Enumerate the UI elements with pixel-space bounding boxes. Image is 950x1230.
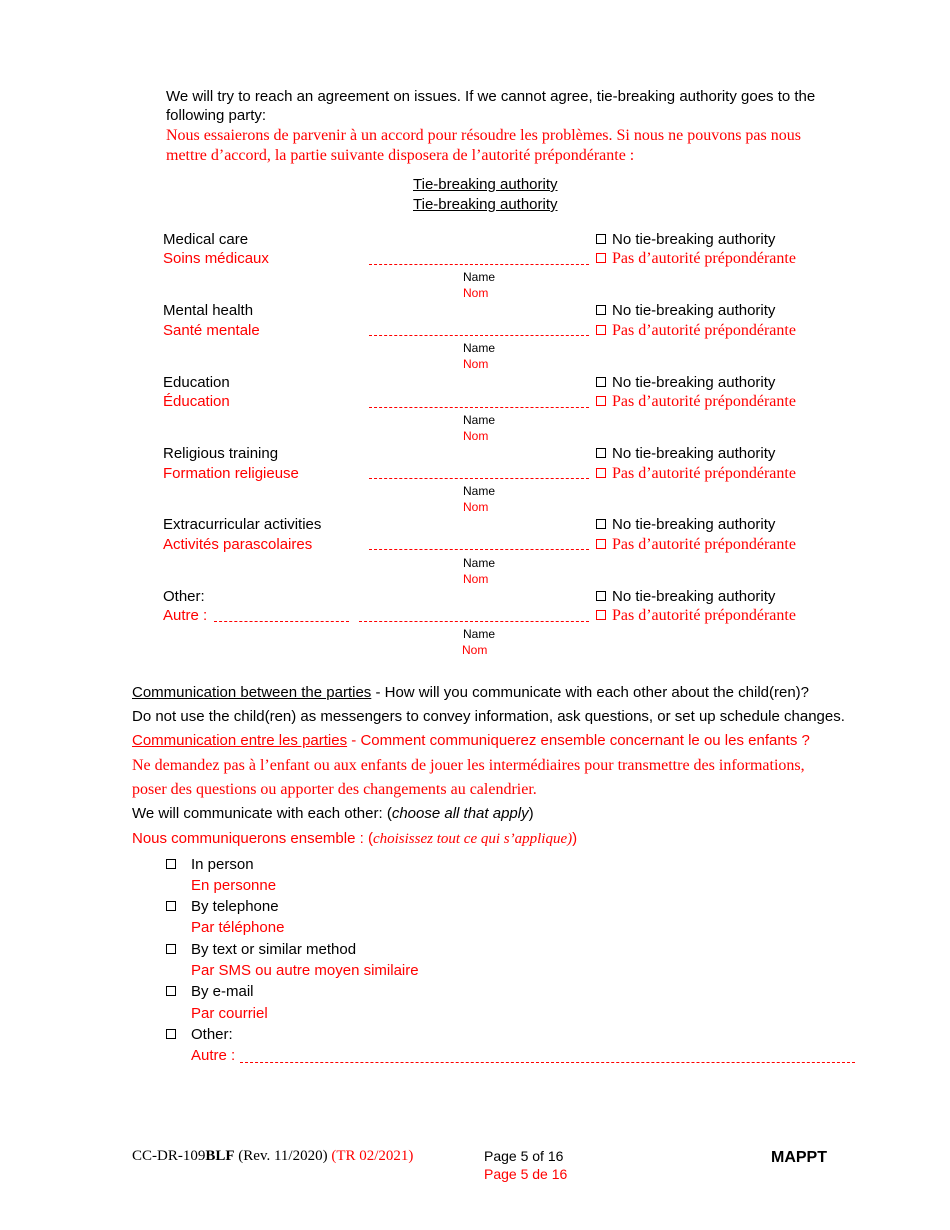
communication-title-fr-line: [132, 732, 810, 749]
checkbox-icon[interactable]: [596, 377, 606, 387]
issue-label-en: Education: [163, 374, 230, 391]
issue-label-en: Medical care: [163, 231, 249, 248]
issue-label-fr: Soins médicaux: [163, 250, 269, 267]
no-authority-en: No tie-breaking authority: [612, 302, 776, 319]
no-authority-checkbox[interactable]: [596, 516, 775, 533]
choose-en: [132, 805, 534, 822]
issue-label-en: Mental health: [163, 302, 254, 319]
method-checkbox[interactable]: [166, 983, 182, 1000]
communication-title-en-line: [132, 684, 809, 701]
checkbox-icon[interactable]: [596, 234, 606, 244]
checkbox-icon[interactable]: [166, 986, 176, 996]
no-authority-en: No tie-breaking authority: [612, 588, 776, 605]
method-label-en: By e-mail: [191, 983, 254, 1000]
no-authority-fr: Pas d’autorité prépondérante: [612, 536, 796, 553]
method-label-fr: Par SMS ou autre moyen similaire: [191, 962, 419, 979]
name-field[interactable]: [369, 549, 589, 550]
communication-note-fr-line1: Ne demandez pas à l’enfant ou aux enfants de jouer les intermédiaires pour transmettre des informations,: [132, 757, 805, 774]
no-authority-en: No tie-breaking authority: [612, 516, 776, 533]
intro-en-line1: We will try to reach an agreement on issues. If we cannot agree, tie-breaking authority goes to the: [166, 88, 816, 105]
checkbox-icon[interactable]: [166, 859, 176, 869]
communication-note-en: Do not use the child(ren) as messengers to convey information, ask questions, or set up schedule changes.: [132, 708, 845, 725]
no-authority-checkbox-fr[interactable]: [596, 465, 796, 483]
no-authority-checkbox[interactable]: [596, 302, 775, 319]
tie-breaking-heading-en: Tie-breaking authority: [413, 176, 558, 193]
method-label-fr: En personne: [191, 877, 277, 894]
form-revision: (Rev. 11/2020): [234, 1148, 332, 1164]
choose-fr-italic: choisissez tout ce qui s’applique): [372, 831, 573, 847]
no-authority-checkbox-fr[interactable]: [596, 393, 796, 411]
method-checkbox[interactable]: [166, 856, 182, 873]
issue-label-fr: Autre :: [163, 607, 208, 624]
name-label-fr: Nom: [463, 357, 489, 371]
name-label-en: Name: [463, 341, 496, 355]
method-label-fr: Par courriel: [191, 1005, 268, 1022]
tie-breaking-heading-fr: Tie-breaking authority: [413, 196, 558, 213]
issue-label-en: Extracurricular activities: [163, 516, 322, 533]
method-label-en: In person: [191, 856, 254, 873]
no-authority-checkbox[interactable]: [596, 588, 775, 605]
no-authority-checkbox[interactable]: [596, 231, 775, 248]
no-authority-en: No tie-breaking authority: [612, 445, 776, 462]
checkbox-icon[interactable]: [596, 325, 606, 335]
checkbox-icon[interactable]: [596, 539, 606, 549]
checkbox-icon[interactable]: [596, 519, 606, 529]
no-authority-en: No tie-breaking authority: [612, 231, 776, 248]
name-label-en: Name: [463, 627, 496, 641]
choose-en-text: We will communicate with each other: (: [132, 805, 392, 822]
no-authority-checkbox[interactable]: [596, 445, 775, 462]
issue-label-fr: Éducation: [163, 393, 230, 410]
name-label-fr: Nom: [463, 572, 489, 586]
issue-label-fr: Santé mentale: [163, 322, 260, 339]
communication-question-fr: - Comment communiquerez ensemble concernant le ou les enfants ?: [347, 732, 810, 749]
choose-fr-end: ): [572, 830, 578, 847]
communication-question-en: - How will you communicate with each other about the child(ren)?: [371, 684, 809, 701]
form-number: [132, 1148, 413, 1165]
checkbox-icon[interactable]: [596, 305, 606, 315]
issue-label-fr: Activités parascolaires: [163, 536, 313, 553]
checkbox-icon[interactable]: [596, 448, 606, 458]
issue-label-en: Religious training: [163, 445, 279, 462]
method-label-fr: Autre :: [191, 1047, 236, 1064]
no-authority-checkbox[interactable]: [596, 374, 775, 391]
intro-en-line2: following party:: [166, 107, 267, 124]
no-authority-checkbox-fr[interactable]: [596, 536, 796, 554]
name-field[interactable]: [359, 621, 589, 622]
method-label-en: Other:: [191, 1026, 233, 1043]
intro-fr-line2: mettre d’accord, la partie suivante disposera de l’autorité prépondérante :: [166, 147, 635, 164]
issue-label-fr: Formation religieuse: [163, 465, 299, 482]
checkbox-icon[interactable]: [596, 253, 606, 263]
name-label-fr: Nom: [463, 500, 489, 514]
checkbox-icon[interactable]: [596, 396, 606, 406]
no-authority-en: No tie-breaking authority: [612, 374, 776, 391]
name-field[interactable]: [369, 335, 589, 336]
no-authority-fr: Pas d’autorité prépondérante: [612, 607, 796, 624]
choose-en-italic: choose all that apply: [391, 805, 529, 822]
method-checkbox[interactable]: [166, 898, 182, 915]
communication-note-fr-line2: poser des questions ou apporter des changements au calendrier.: [132, 781, 537, 798]
method-label-en: By telephone: [191, 898, 279, 915]
no-authority-checkbox-fr[interactable]: [596, 607, 796, 625]
name-label-en: Name: [463, 484, 496, 498]
checkbox-icon[interactable]: [166, 901, 176, 911]
form-code: MAPPT: [771, 1149, 827, 1166]
communication-title-fr: Communication entre les parties: [132, 732, 348, 749]
checkbox-icon[interactable]: [596, 610, 606, 620]
name-field[interactable]: [369, 478, 589, 479]
choose-fr-text: Nous communiquerons ensemble : (: [132, 830, 373, 847]
method-label-fr: Par téléphone: [191, 919, 285, 936]
no-authority-fr: Pas d’autorité prépondérante: [612, 322, 796, 339]
choose-fr: [132, 830, 577, 848]
form-translation-date: (TR 02/2021): [331, 1148, 414, 1164]
method-checkbox[interactable]: [166, 1026, 182, 1043]
method-label-en: By text or similar method: [191, 941, 357, 958]
name-label-en: Name: [463, 413, 496, 427]
no-authority-checkbox-fr[interactable]: [596, 250, 796, 268]
name-field[interactable]: [369, 264, 589, 265]
form-suffix: BLF: [205, 1148, 235, 1164]
no-authority-fr: Pas d’autorité prépondérante: [612, 250, 796, 267]
name-field[interactable]: [369, 407, 589, 408]
checkbox-icon[interactable]: [596, 591, 606, 601]
other-issue-field[interactable]: [214, 621, 349, 622]
name-label-en: Name: [463, 270, 496, 284]
page-number-fr: Page 5 de 16: [484, 1166, 568, 1182]
no-authority-fr: Pas d’autorité prépondérante: [612, 465, 796, 482]
no-authority-checkbox-fr[interactable]: [596, 322, 796, 340]
intro-fr-line1: Nous essaierons de parvenir à un accord pour résoudre les problèmes. Si nous ne pouvons pas nous: [166, 127, 801, 144]
name-label-fr: Nom: [462, 643, 488, 657]
page-number-en: Page 5 of 16: [484, 1148, 564, 1164]
name-label-en: Name: [463, 556, 496, 570]
other-method-field[interactable]: [240, 1062, 855, 1063]
issue-label-en: Other:: [163, 588, 205, 605]
checkbox-icon[interactable]: [166, 1029, 176, 1039]
checkbox-icon[interactable]: [596, 468, 606, 478]
name-label-fr: Nom: [463, 429, 489, 443]
checkbox-icon[interactable]: [166, 944, 176, 954]
method-checkbox[interactable]: [166, 941, 182, 958]
communication-title-en: Communication between the parties: [132, 684, 372, 701]
choose-en-end: ): [528, 805, 534, 822]
name-label-fr: Nom: [463, 286, 489, 300]
no-authority-fr: Pas d’autorité prépondérante: [612, 393, 796, 410]
form-prefix: CC-DR-109: [132, 1148, 206, 1164]
